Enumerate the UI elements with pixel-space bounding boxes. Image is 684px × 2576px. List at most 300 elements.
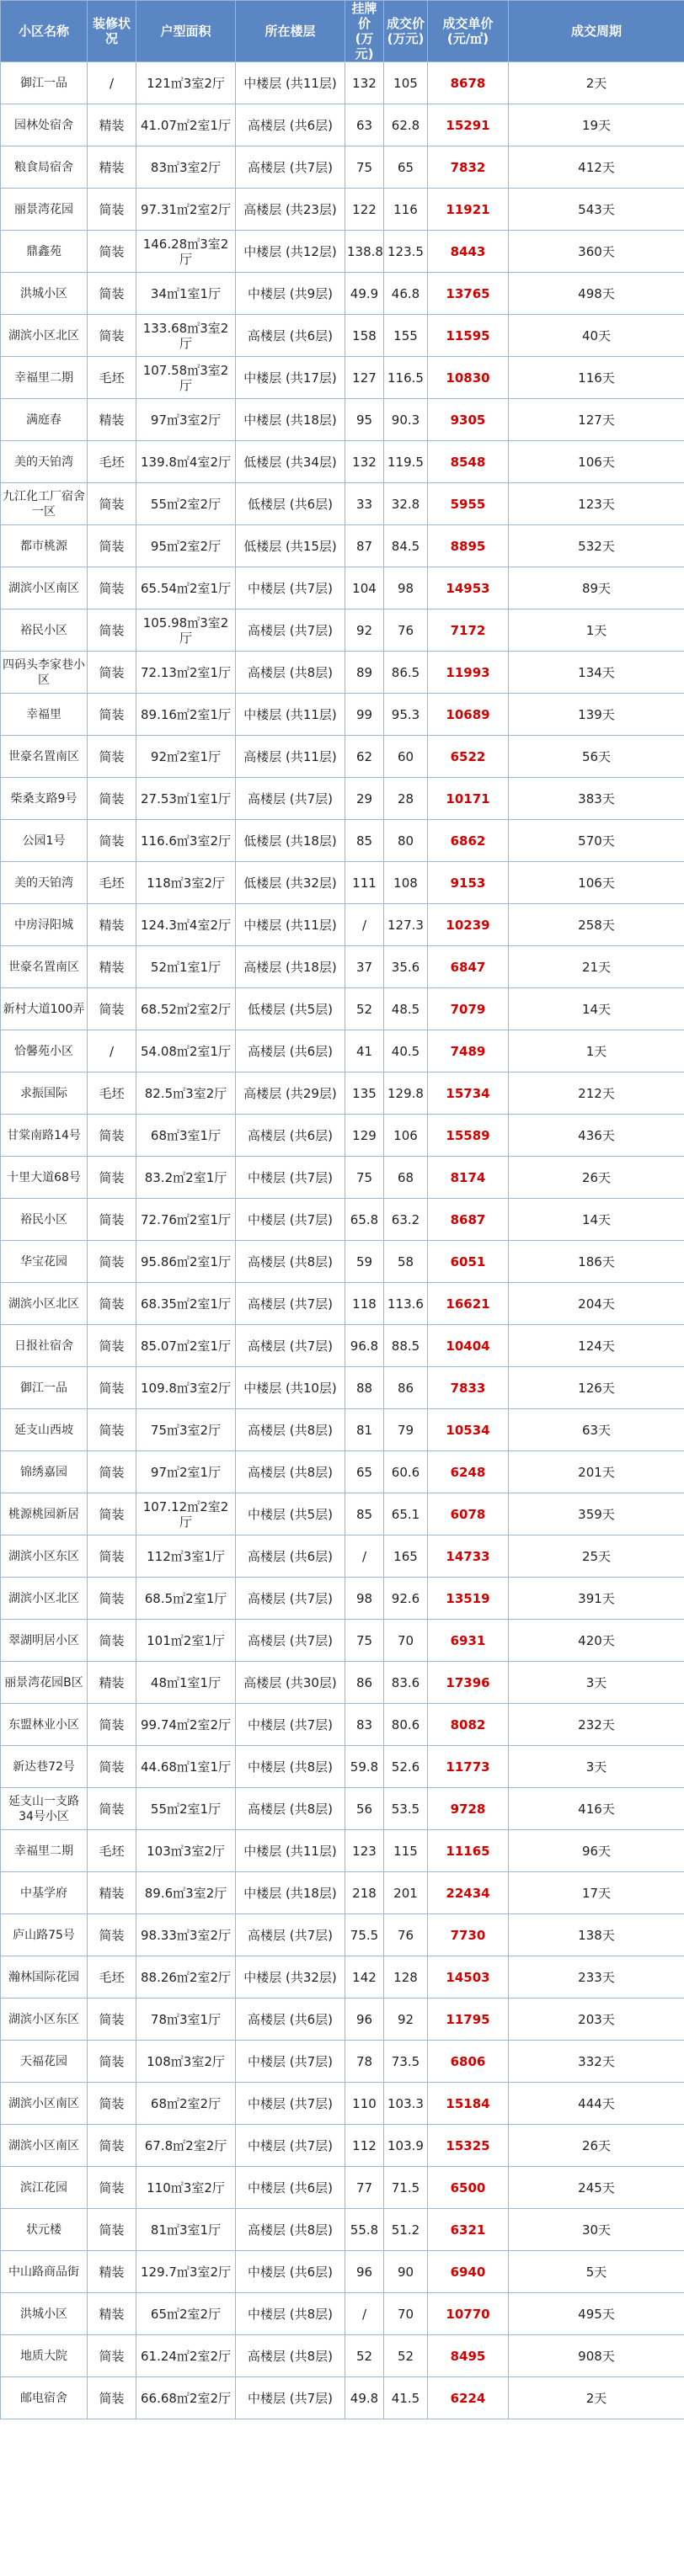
community-cell: 翠湖明居小区 <box>1 1620 88 1662</box>
deal-price-cell: 48.5 <box>384 988 428 1030</box>
community-cell: 裕民小区 <box>1 609 88 652</box>
cycle-cell: 232天 <box>509 1704 684 1746</box>
table-row <box>1 525 684 567</box>
layout-cell: 97㎡3室2厅 <box>136 399 236 441</box>
floor-cell: 高楼层 (共6层) <box>236 315 345 357</box>
table-row <box>1 2209 684 2251</box>
listing-price-cell: 86 <box>345 1662 384 1704</box>
table-row <box>1 2251 684 2293</box>
layout-cell: 112㎡3室1厅 <box>136 1535 236 1578</box>
floor-cell: 中楼层 (共5层) <box>236 1493 345 1535</box>
deal-price-cell: 65.1 <box>384 1493 428 1535</box>
decoration-cell: 简装 <box>88 652 136 694</box>
unit-price-cell: 17396 <box>428 1662 509 1704</box>
table-row <box>1 483 684 525</box>
layout-cell: 68㎡2室2厅 <box>136 2083 236 2125</box>
listing-price-cell: 49.9 <box>345 273 384 315</box>
deal-price-cell: 76 <box>384 609 428 652</box>
floor-cell: 中楼层 (共10层) <box>236 1367 345 1409</box>
unit-price-cell: 6522 <box>428 736 509 778</box>
table-row <box>1 2335 684 2377</box>
cycle-cell: 498天 <box>509 273 684 315</box>
listing-price-cell: 81 <box>345 1409 384 1451</box>
community-cell: 桃源桃园新居 <box>1 1493 88 1535</box>
decoration-cell: 简装 <box>88 1199 136 1241</box>
cycle-cell: 127天 <box>509 399 684 441</box>
community-cell: 世豪名置南区 <box>1 946 88 988</box>
listing-price-cell: 33 <box>345 483 384 525</box>
cycle-cell: 139天 <box>509 694 684 736</box>
deal-price-cell: 128 <box>384 1956 428 1999</box>
table-row <box>1 946 684 988</box>
floor-cell: 高楼层 (共8层) <box>236 652 345 694</box>
unit-price-cell: 10239 <box>428 904 509 946</box>
listing-price-cell: 85 <box>345 820 384 862</box>
table-row <box>1 2083 684 2125</box>
decoration-cell: 毛坯 <box>88 1956 136 1999</box>
header-community: 小区名称 <box>1 1 88 62</box>
table-row <box>1 1199 684 1241</box>
deal-price-cell: 95.3 <box>384 694 428 736</box>
table-row <box>1 652 684 694</box>
table-row <box>1 1872 684 1914</box>
floor-cell: 中楼层 (共7层) <box>236 2041 345 2083</box>
table-row <box>1 609 684 652</box>
layout-cell: 110㎡3室2厅 <box>136 2167 236 2209</box>
deal-price-cell: 116.5 <box>384 357 428 399</box>
table-row <box>1 2167 684 2209</box>
header-listing-price-line2: (万元) <box>355 31 374 61</box>
listing-price-cell: 111 <box>345 862 384 904</box>
layout-cell: 107.58㎡3室2厅 <box>136 357 236 399</box>
layout-cell: 88.26㎡2室2厅 <box>136 1956 236 1999</box>
layout-cell: 68.52㎡2室2厅 <box>136 988 236 1030</box>
cycle-cell: 391天 <box>509 1578 684 1620</box>
listing-price-cell: 75 <box>345 146 384 189</box>
decoration-cell: 精装 <box>88 904 136 946</box>
table-row <box>1 2293 684 2335</box>
listing-price-cell: 132 <box>345 441 384 483</box>
layout-cell: 75㎡3室2厅 <box>136 1409 236 1451</box>
cycle-cell: 126天 <box>509 1367 684 1409</box>
unit-price-cell: 15325 <box>428 2125 509 2167</box>
decoration-cell: 毛坯 <box>88 441 136 483</box>
listing-price-cell: 52 <box>345 988 384 1030</box>
community-cell: 丽景湾花园 <box>1 189 88 231</box>
table-row <box>1 315 684 357</box>
cycle-cell: 106天 <box>509 862 684 904</box>
floor-cell: 高楼层 (共8层) <box>236 1241 345 1283</box>
listing-price-cell: 104 <box>345 567 384 609</box>
community-cell: 御江一品 <box>1 62 88 104</box>
community-cell: 幸福里 <box>1 694 88 736</box>
deal-price-cell: 83.6 <box>384 1662 428 1704</box>
floor-cell: 低楼层 (共15层) <box>236 525 345 567</box>
floor-cell: 中楼层 (共17层) <box>236 357 345 399</box>
floor-cell: 高楼层 (共7层) <box>236 778 345 820</box>
cycle-cell: 570天 <box>509 820 684 862</box>
floor-cell: 高楼层 (共7层) <box>236 609 345 652</box>
layout-cell: 129.7㎡3室2厅 <box>136 2251 236 2293</box>
unit-price-cell: 11165 <box>428 1830 509 1872</box>
cycle-cell: 186天 <box>509 1241 684 1283</box>
cycle-cell: 21天 <box>509 946 684 988</box>
table-row <box>1 357 684 399</box>
cycle-cell: 56天 <box>509 736 684 778</box>
listing-price-cell: 75 <box>345 1620 384 1662</box>
deal-price-cell: 35.6 <box>384 946 428 988</box>
listing-price-cell: 75.5 <box>345 1914 384 1956</box>
cycle-cell: 212天 <box>509 1072 684 1115</box>
unit-price-cell: 6862 <box>428 820 509 862</box>
decoration-cell: 简装 <box>88 1115 136 1157</box>
unit-price-cell: 8548 <box>428 441 509 483</box>
floor-cell: 高楼层 (共6层) <box>236 1115 345 1157</box>
deal-price-cell: 155 <box>384 315 428 357</box>
decoration-cell: 简装 <box>88 1620 136 1662</box>
cycle-cell: 233天 <box>509 1956 684 1999</box>
unit-price-cell: 10404 <box>428 1325 509 1367</box>
listing-price-cell: 83 <box>345 1704 384 1746</box>
table-row <box>1 146 684 189</box>
deal-price-cell: 80.6 <box>384 1704 428 1746</box>
table-row <box>1 694 684 736</box>
table-row <box>1 1241 684 1283</box>
deal-price-cell: 32.8 <box>384 483 428 525</box>
community-cell: 公园1号 <box>1 820 88 862</box>
unit-price-cell: 6931 <box>428 1620 509 1662</box>
table-body <box>1 62 684 2419</box>
table-row <box>1 2125 684 2167</box>
floor-cell: 高楼层 (共8层) <box>236 2335 345 2377</box>
layout-cell: 72.76㎡2室1厅 <box>136 1199 236 1241</box>
layout-cell: 78㎡3室1厅 <box>136 1999 236 2041</box>
layout-cell: 97㎡2室1厅 <box>136 1451 236 1493</box>
table-row <box>1 1325 684 1367</box>
layout-cell: 68.35㎡2室1厅 <box>136 1283 236 1325</box>
listing-price-cell: 55.8 <box>345 2209 384 2251</box>
unit-price-cell: 14733 <box>428 1535 509 1578</box>
table-row <box>1 1493 684 1535</box>
community-cell: 十里大道68号 <box>1 1157 88 1199</box>
community-cell: 滨江花园 <box>1 2167 88 2209</box>
decoration-cell: / <box>88 1030 136 1072</box>
layout-cell: 68㎡3室1厅 <box>136 1115 236 1157</box>
community-cell: 湖滨小区东区 <box>1 1999 88 2041</box>
table-row <box>1 1115 684 1157</box>
decoration-cell: 毛坯 <box>88 357 136 399</box>
floor-cell: 中楼层 (共11层) <box>236 694 345 736</box>
community-cell: 锦绣嘉园 <box>1 1451 88 1493</box>
deal-price-cell: 90.3 <box>384 399 428 441</box>
cycle-cell: 14天 <box>509 988 684 1030</box>
table-row <box>1 862 684 904</box>
decoration-cell: 精装 <box>88 146 136 189</box>
unit-price-cell: 11595 <box>428 315 509 357</box>
floor-cell: 中楼层 (共8层) <box>236 2293 345 2335</box>
unit-price-cell: 11921 <box>428 189 509 231</box>
layout-cell: 146.28㎡3室2厅 <box>136 231 236 273</box>
unit-price-cell: 11773 <box>428 1746 509 1788</box>
unit-price-cell: 8687 <box>428 1199 509 1241</box>
header-row <box>1 1 684 62</box>
listing-price-cell: 29 <box>345 778 384 820</box>
listing-price-cell: 127 <box>345 357 384 399</box>
floor-cell: 高楼层 (共7层) <box>236 146 345 189</box>
decoration-cell: 简装 <box>88 1746 136 1788</box>
decoration-cell: 简装 <box>88 2209 136 2251</box>
deal-price-cell: 98 <box>384 567 428 609</box>
deal-price-cell: 116 <box>384 189 428 231</box>
header-unit-price <box>428 1 509 62</box>
unit-price-cell: 7730 <box>428 1914 509 1956</box>
header-unit-price-line1: 成交单价 <box>442 16 494 31</box>
unit-price-cell: 8174 <box>428 1157 509 1199</box>
deal-price-cell: 90 <box>384 2251 428 2293</box>
cycle-cell: 416天 <box>509 1788 684 1830</box>
floor-cell: 中楼层 (共18层) <box>236 399 345 441</box>
cycle-cell: 543天 <box>509 189 684 231</box>
header-listing-price-line1: 挂牌价 <box>351 1 377 31</box>
listing-price-cell: 89 <box>345 652 384 694</box>
layout-cell: 65.54㎡2室1厅 <box>136 567 236 609</box>
table-row <box>1 988 684 1030</box>
floor-cell: 中楼层 (共6层) <box>236 2167 345 2209</box>
unit-price-cell: 6847 <box>428 946 509 988</box>
cycle-cell: 26天 <box>509 2125 684 2167</box>
decoration-cell: 简装 <box>88 1535 136 1578</box>
cycle-cell: 2天 <box>509 2377 684 2419</box>
listing-price-cell: / <box>345 904 384 946</box>
table-row <box>1 1620 684 1662</box>
listing-price-cell: 85 <box>345 1493 384 1535</box>
deal-price-cell: 73.5 <box>384 2041 428 2083</box>
cycle-cell: 63天 <box>509 1409 684 1451</box>
header-listing-price <box>345 1 384 62</box>
deal-price-cell: 165 <box>384 1535 428 1578</box>
deal-price-cell: 28 <box>384 778 428 820</box>
listing-price-cell: 49.8 <box>345 2377 384 2419</box>
cycle-cell: 30天 <box>509 2209 684 2251</box>
table-row <box>1 1999 684 2041</box>
floor-cell: 高楼层 (共7层) <box>236 1914 345 1956</box>
layout-cell: 67.8㎡2室2厅 <box>136 2125 236 2167</box>
listing-price-cell: 96 <box>345 1999 384 2041</box>
community-cell: 求振国际 <box>1 1072 88 1115</box>
table-row <box>1 1704 684 1746</box>
decoration-cell: 简装 <box>88 525 136 567</box>
unit-price-cell: 8495 <box>428 2335 509 2377</box>
cycle-cell: 332天 <box>509 2041 684 2083</box>
community-cell: 湖滨小区南区 <box>1 2125 88 2167</box>
decoration-cell: 毛坯 <box>88 1072 136 1115</box>
community-cell: 湖滨小区南区 <box>1 567 88 609</box>
floor-cell: 中楼层 (共7层) <box>236 1199 345 1241</box>
unit-price-cell: 10171 <box>428 778 509 820</box>
deal-price-cell: 86 <box>384 1367 428 1409</box>
unit-price-cell: 9153 <box>428 862 509 904</box>
layout-cell: 44.68㎡1室1厅 <box>136 1746 236 1788</box>
deal-price-cell: 129.8 <box>384 1072 428 1115</box>
layout-cell: 89.6㎡3室2厅 <box>136 1872 236 1914</box>
deal-price-cell: 65 <box>384 146 428 189</box>
cycle-cell: 359天 <box>509 1493 684 1535</box>
floor-cell: 中楼层 (共12层) <box>236 231 345 273</box>
cycle-cell: 532天 <box>509 525 684 567</box>
listing-price-cell: 132 <box>345 62 384 104</box>
layout-cell: 54.08㎡2室1厅 <box>136 1030 236 1072</box>
community-cell: 都市桃源 <box>1 525 88 567</box>
cycle-cell: 495天 <box>509 2293 684 2335</box>
community-cell: 地质大院 <box>1 2335 88 2377</box>
community-cell: 湖滨小区东区 <box>1 1535 88 1578</box>
decoration-cell: 精装 <box>88 946 136 988</box>
layout-cell: 61.24㎡2室2厅 <box>136 2335 236 2377</box>
decoration-cell: 简装 <box>88 273 136 315</box>
deal-price-cell: 52 <box>384 2335 428 2377</box>
layout-cell: 66.68㎡2室2厅 <box>136 2377 236 2419</box>
cycle-cell: 420天 <box>509 1620 684 1662</box>
floor-cell: 中楼层 (共11层) <box>236 1830 345 1872</box>
floor-cell: 低楼层 (共34层) <box>236 441 345 483</box>
layout-cell: 98.33㎡3室2厅 <box>136 1914 236 1956</box>
unit-price-cell: 7172 <box>428 609 509 652</box>
decoration-cell: 简装 <box>88 2041 136 2083</box>
table-row <box>1 62 684 104</box>
layout-cell: 82.5㎡3室2厅 <box>136 1072 236 1115</box>
header-deal-price-line2: (万元) <box>387 31 425 46</box>
table-row <box>1 820 684 862</box>
floor-cell: 中楼层 (共7层) <box>236 1704 345 1746</box>
layout-cell: 48㎡1室1厅 <box>136 1662 236 1704</box>
cycle-cell: 3天 <box>509 1662 684 1704</box>
layout-cell: 27.53㎡1室1厅 <box>136 778 236 820</box>
decoration-cell: 简装 <box>88 315 136 357</box>
cycle-cell: 123天 <box>509 483 684 525</box>
listing-price-cell: 78 <box>345 2041 384 2083</box>
table-row <box>1 2377 684 2419</box>
cycle-cell: 26天 <box>509 1157 684 1199</box>
listing-price-cell: 59.8 <box>345 1746 384 1788</box>
listing-price-cell: 99 <box>345 694 384 736</box>
decoration-cell: 简装 <box>88 2083 136 2125</box>
listing-price-cell: 41 <box>345 1030 384 1072</box>
table-row <box>1 1451 684 1493</box>
table-row <box>1 2041 684 2083</box>
deal-price-cell: 70 <box>384 1620 428 1662</box>
cycle-cell: 40天 <box>509 315 684 357</box>
decoration-cell: 简装 <box>88 1367 136 1409</box>
floor-cell: 中楼层 (共7层) <box>236 2377 345 2419</box>
deal-price-cell: 92.6 <box>384 1578 428 1620</box>
listing-price-cell: 92 <box>345 609 384 652</box>
deal-price-cell: 103.9 <box>384 2125 428 2167</box>
community-cell: 庐山路75号 <box>1 1914 88 1956</box>
table-row <box>1 231 684 273</box>
deal-price-cell: 60.6 <box>384 1451 428 1493</box>
community-cell: 东盟林业小区 <box>1 1704 88 1746</box>
unit-price-cell: 8443 <box>428 231 509 273</box>
listing-price-cell: 63 <box>345 104 384 146</box>
floor-cell: 中楼层 (共6层) <box>236 2251 345 2293</box>
floor-cell: 高楼层 (共30层) <box>236 1662 345 1704</box>
table-row <box>1 904 684 946</box>
layout-cell: 72.13㎡2室1厅 <box>136 652 236 694</box>
floor-cell: 中楼层 (共11层) <box>236 62 345 104</box>
decoration-cell: 简装 <box>88 988 136 1030</box>
layout-cell: 116.6㎡3室2厅 <box>136 820 236 862</box>
cycle-cell: 25天 <box>509 1535 684 1578</box>
listing-price-cell: 37 <box>345 946 384 988</box>
community-cell: 延支山一支路34号小区 <box>1 1788 88 1830</box>
listing-price-cell: 59 <box>345 1241 384 1283</box>
cycle-cell: 1天 <box>509 1030 684 1072</box>
decoration-cell: 简装 <box>88 1704 136 1746</box>
layout-cell: 83.2㎡2室1厅 <box>136 1157 236 1199</box>
unit-price-cell: 15734 <box>428 1072 509 1115</box>
cycle-cell: 436天 <box>509 1115 684 1157</box>
listing-price-cell: 95 <box>345 399 384 441</box>
floor-cell: 高楼层 (共6层) <box>236 104 345 146</box>
cycle-cell: 134天 <box>509 652 684 694</box>
cycle-cell: 203天 <box>509 1999 684 2041</box>
unit-price-cell: 6051 <box>428 1241 509 1283</box>
layout-cell: 108㎡3室2厅 <box>136 2041 236 2083</box>
unit-price-cell: 11993 <box>428 652 509 694</box>
community-cell: 恰馨苑小区 <box>1 1030 88 1072</box>
floor-cell: 高楼层 (共8层) <box>236 2209 345 2251</box>
layout-cell: 34㎡1室1厅 <box>136 273 236 315</box>
unit-price-cell: 14503 <box>428 1956 509 1999</box>
cycle-cell: 116天 <box>509 357 684 399</box>
listing-price-cell: 96.8 <box>345 1325 384 1367</box>
deal-price-cell: 86.5 <box>384 652 428 694</box>
table-row <box>1 1157 684 1199</box>
table-row <box>1 1409 684 1451</box>
table-row <box>1 104 684 146</box>
floor-cell: 高楼层 (共8层) <box>236 1788 345 1830</box>
community-cell: 湖滨小区北区 <box>1 315 88 357</box>
community-cell: 美的天铂湾 <box>1 862 88 904</box>
cycle-cell: 17天 <box>509 1872 684 1914</box>
decoration-cell: 简装 <box>88 567 136 609</box>
cycle-cell: 201天 <box>509 1451 684 1493</box>
community-cell: 延支山西坡 <box>1 1409 88 1451</box>
listing-price-cell: 56 <box>345 1788 384 1830</box>
layout-cell: 124.3㎡4室2厅 <box>136 904 236 946</box>
listing-price-cell: 122 <box>345 189 384 231</box>
table-row <box>1 1535 684 1578</box>
layout-cell: 95㎡2室2厅 <box>136 525 236 567</box>
unit-price-cell: 7079 <box>428 988 509 1030</box>
floor-cell: 低楼层 (共18层) <box>236 820 345 862</box>
floor-cell: 高楼层 (共7层) <box>236 1620 345 1662</box>
unit-price-cell: 8678 <box>428 62 509 104</box>
community-cell: 幸福里二期 <box>1 357 88 399</box>
cycle-cell: 908天 <box>509 2335 684 2377</box>
unit-price-cell: 15291 <box>428 104 509 146</box>
header-layout: 户型面积 <box>136 1 236 62</box>
community-cell: 御江一品 <box>1 1367 88 1409</box>
unit-price-cell: 15184 <box>428 2083 509 2125</box>
floor-cell: 高楼层 (共11层) <box>236 736 345 778</box>
unit-price-cell: 6806 <box>428 2041 509 2083</box>
listing-price-cell: 123 <box>345 1830 384 1872</box>
table-row <box>1 567 684 609</box>
decoration-cell: 毛坯 <box>88 862 136 904</box>
layout-cell: 52㎡1室1厅 <box>136 946 236 988</box>
table-row <box>1 1283 684 1325</box>
